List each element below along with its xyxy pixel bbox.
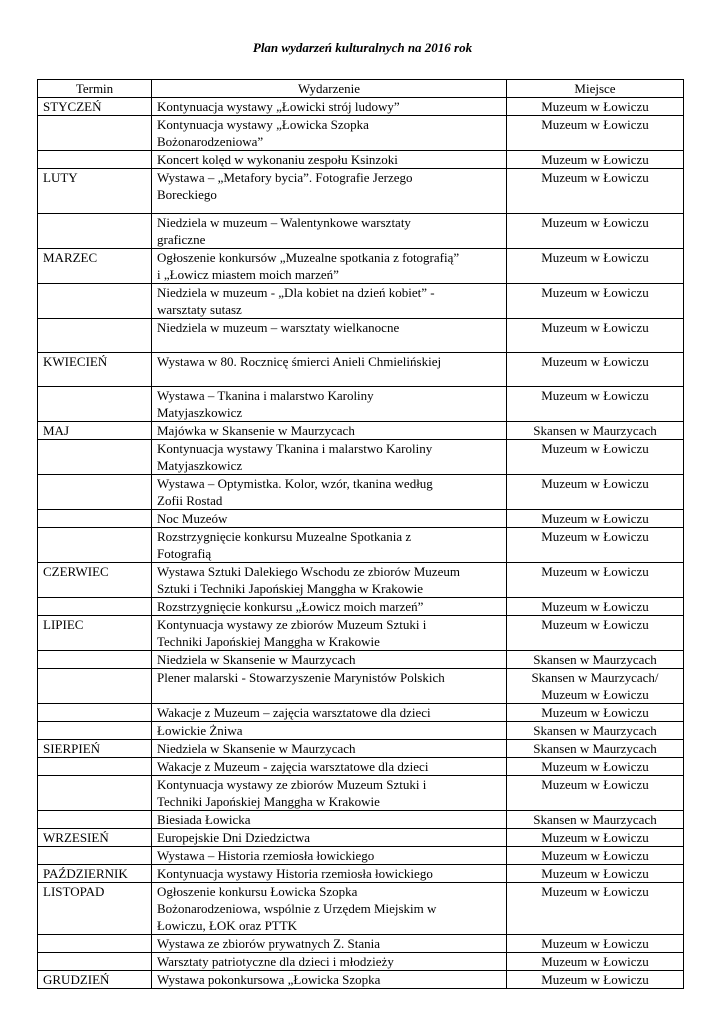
event-cell: Warsztaty patriotyczne dla dzieci i młodzieży — [152, 953, 507, 971]
header-miejsce: Miejsce — [507, 80, 684, 98]
table-row — [38, 563, 684, 598]
event-cell: Kontynuacja wystawy „Łowicka Szopka Bożonarodzeniowa” — [152, 116, 507, 151]
table-row — [38, 116, 684, 151]
place-cell: Muzeum w Łowiczu — [507, 971, 684, 989]
place-cell: Muzeum w Łowiczu — [507, 510, 684, 528]
event-cell: Wakacje z Muzeum – zajęcia warsztatowe dla dzieci — [152, 704, 507, 722]
table-body — [38, 98, 684, 989]
table-row — [38, 758, 684, 776]
place-cell: Skansen w Maurzycach — [507, 422, 684, 440]
table-row — [38, 387, 684, 422]
event-cell: Ogłoszenie konkursów „Muzealne spotkania z fotografią” i „Łowicz miastem moich marzeń” — [152, 249, 507, 284]
month-cell: GRUDZIEŃ — [38, 971, 152, 989]
table-row — [38, 151, 684, 169]
place-cell: Skansen w Maurzycach — [507, 651, 684, 669]
place-cell: Muzeum w Łowiczu — [507, 528, 684, 563]
event-cell: Kontynuacja wystawy Tkanina i malarstwo Karoliny Matyjaszkowicz — [152, 440, 507, 475]
place-cell: Muzeum w Łowiczu — [507, 616, 684, 651]
event-cell: Kontynuacja wystawy ze zbiorów Muzeum Sztuki i Techniki Japońskiej Manggha w Krakowie — [152, 776, 507, 811]
table-row — [38, 722, 684, 740]
table-row — [38, 249, 684, 284]
month-cell — [38, 284, 152, 319]
month-cell — [38, 214, 152, 249]
event-cell: Niedziela w muzeum – warsztaty wielkanocne — [152, 319, 507, 353]
month-cell — [38, 847, 152, 865]
place-cell: Muzeum w Łowiczu — [507, 935, 684, 953]
header-wydarzenie: Wydarzenie — [152, 80, 507, 98]
event-cell: Kontynuacja wystawy ze zbiorów Muzeum Sztuki i Techniki Japońskiej Manggha w Krakowie — [152, 616, 507, 651]
month-cell: LIPIEC — [38, 616, 152, 651]
table-row — [38, 528, 684, 563]
place-cell: Muzeum w Łowiczu — [507, 440, 684, 475]
events-table — [37, 79, 684, 989]
place-cell: Skansen w Maurzycach/ Muzeum w Łowiczu — [507, 669, 684, 704]
event-cell: Niedziela w Skansenie w Maurzycach — [152, 651, 507, 669]
month-cell — [38, 116, 152, 151]
table-row — [38, 935, 684, 953]
place-cell: Muzeum w Łowiczu — [507, 758, 684, 776]
document-title: Plan wydarzeń kulturalnych na 2016 rok — [252, 40, 473, 55]
event-cell: Wystawa ze zbiorów prywatnych Z. Stania — [152, 935, 507, 953]
month-cell — [38, 651, 152, 669]
month-cell — [38, 669, 152, 704]
place-cell: Muzeum w Łowiczu — [507, 847, 684, 865]
place-cell: Muzeum w Łowiczu — [507, 865, 684, 883]
table-row — [38, 214, 684, 249]
table-row — [38, 740, 684, 758]
event-cell: Rozstrzygnięcie konkursu „Łowicz moich marzeń” — [152, 598, 507, 616]
table-row — [38, 847, 684, 865]
table-row — [38, 829, 684, 847]
event-cell: Koncert kolęd w wykonaniu zespołu Ksinzoki — [152, 151, 507, 169]
event-cell: Kontynuacja wystawy Historia rzemiosła łowickiego — [152, 865, 507, 883]
month-cell: MARZEC — [38, 249, 152, 284]
month-cell — [38, 722, 152, 740]
table-row — [38, 319, 684, 353]
table-row — [38, 98, 684, 116]
table-row — [38, 971, 684, 989]
month-cell — [38, 758, 152, 776]
month-cell — [38, 528, 152, 563]
table-row — [38, 651, 684, 669]
event-cell: Plener malarski - Stowarzyszenie Marynistów Polskich — [152, 669, 507, 704]
place-cell: Muzeum w Łowiczu — [507, 776, 684, 811]
month-cell — [38, 387, 152, 422]
table-row — [38, 669, 684, 704]
event-cell: Biesiada Łowicka — [152, 811, 507, 829]
month-cell: MAJ — [38, 422, 152, 440]
table-row — [38, 422, 684, 440]
table-row — [38, 440, 684, 475]
event-cell: Wystawa Sztuki Dalekiego Wschodu ze zbiorów Muzeum Sztuki i Techniki Japońskiej Manggha w Krakowie — [152, 563, 507, 598]
month-cell — [38, 811, 152, 829]
event-cell: Wystawa – Historia rzemiosła łowickiego — [152, 847, 507, 865]
month-cell: LISTOPAD — [38, 883, 152, 935]
table-row — [38, 811, 684, 829]
header-termin: Termin — [38, 80, 152, 98]
event-cell: Wystawa – Tkanina i malarstwo Karoliny Matyjaszkowicz — [152, 387, 507, 422]
month-cell — [38, 151, 152, 169]
place-cell: Skansen w Maurzycach — [507, 722, 684, 740]
event-cell: Niedziela w Skansenie w Maurzycach — [152, 740, 507, 758]
event-cell: Wystawa w 80. Rocznicę śmierci Anieli Chmielińskiej — [152, 353, 507, 387]
month-cell: PAŹDZIERNIK — [38, 865, 152, 883]
table-row — [38, 169, 684, 214]
month-cell — [38, 319, 152, 353]
table-row — [38, 704, 684, 722]
month-cell — [38, 953, 152, 971]
table-row — [38, 883, 684, 935]
event-cell: Łowickie Żniwa — [152, 722, 507, 740]
month-cell: LUTY — [38, 169, 152, 214]
event-cell: Niedziela w muzeum – Walentynkowe warsztaty graficzne — [152, 214, 507, 249]
table-row — [38, 616, 684, 651]
month-cell: WRZESIEŃ — [38, 829, 152, 847]
place-cell: Muzeum w Łowiczu — [507, 563, 684, 598]
event-cell: Wystawa pokonkursowa „Łowicka Szopka — [152, 971, 507, 989]
month-cell — [38, 440, 152, 475]
place-cell: Muzeum w Łowiczu — [507, 475, 684, 510]
month-cell — [38, 475, 152, 510]
month-cell — [38, 935, 152, 953]
place-cell: Muzeum w Łowiczu — [507, 387, 684, 422]
table-header-row — [38, 80, 684, 98]
place-cell: Muzeum w Łowiczu — [507, 598, 684, 616]
place-cell: Muzeum w Łowiczu — [507, 704, 684, 722]
place-cell: Muzeum w Łowiczu — [507, 353, 684, 387]
month-cell — [38, 598, 152, 616]
month-cell: KWIECIEŃ — [38, 353, 152, 387]
table-row — [38, 353, 684, 387]
table-row — [38, 510, 684, 528]
month-cell — [38, 776, 152, 811]
place-cell: Muzeum w Łowiczu — [507, 829, 684, 847]
event-cell: Wystawa – „Metafory bycia”. Fotografie Jerzego Boreckiego — [152, 169, 507, 214]
event-cell: Wystawa – Optymistka. Kolor, wzór, tkanina według Zofii Rostad — [152, 475, 507, 510]
table-row — [38, 598, 684, 616]
place-cell: Muzeum w Łowiczu — [507, 883, 684, 935]
place-cell: Muzeum w Łowiczu — [507, 319, 684, 353]
month-cell: SIERPIEŃ — [38, 740, 152, 758]
place-cell: Muzeum w Łowiczu — [507, 214, 684, 249]
month-cell — [38, 704, 152, 722]
month-cell: CZERWIEC — [38, 563, 152, 598]
place-cell: Skansen w Maurzycach — [507, 811, 684, 829]
place-cell: Muzeum w Łowiczu — [507, 98, 684, 116]
table-row — [38, 776, 684, 811]
event-cell: Niedziela w muzeum - „Dla kobiet na dzień kobiet” - warsztaty sutasz — [152, 284, 507, 319]
event-cell: Ogłoszenie konkursu Łowicka Szopka Bożonarodzeniowa, wspólnie z Urzędem Miejskim w Łowiczu, ŁOK oraz PTTK — [152, 883, 507, 935]
place-cell: Muzeum w Łowiczu — [507, 116, 684, 151]
place-cell: Muzeum w Łowiczu — [507, 953, 684, 971]
month-cell: STYCZEŃ — [38, 98, 152, 116]
table-row — [38, 284, 684, 319]
place-cell: Skansen w Maurzycach — [507, 740, 684, 758]
table-row — [38, 953, 684, 971]
month-cell — [38, 510, 152, 528]
event-cell: Wakacje z Muzeum - zajęcia warsztatowe dla dzieci — [152, 758, 507, 776]
event-cell: Noc Muzeów — [152, 510, 507, 528]
place-cell: Muzeum w Łowiczu — [507, 284, 684, 319]
event-cell: Kontynuacja wystawy „Łowicki strój ludowy” — [152, 98, 507, 116]
table-row — [38, 475, 684, 510]
table-row — [38, 865, 684, 883]
place-cell: Muzeum w Łowiczu — [507, 169, 684, 214]
place-cell: Muzeum w Łowiczu — [507, 151, 684, 169]
place-cell: Muzeum w Łowiczu — [507, 249, 684, 284]
event-cell: Majówka w Skansenie w Maurzycach — [152, 422, 507, 440]
event-cell: Europejskie Dni Dziedzictwa — [152, 829, 507, 847]
event-cell: Rozstrzygnięcie konkursu Muzealne Spotkania z Fotografią — [152, 528, 507, 563]
